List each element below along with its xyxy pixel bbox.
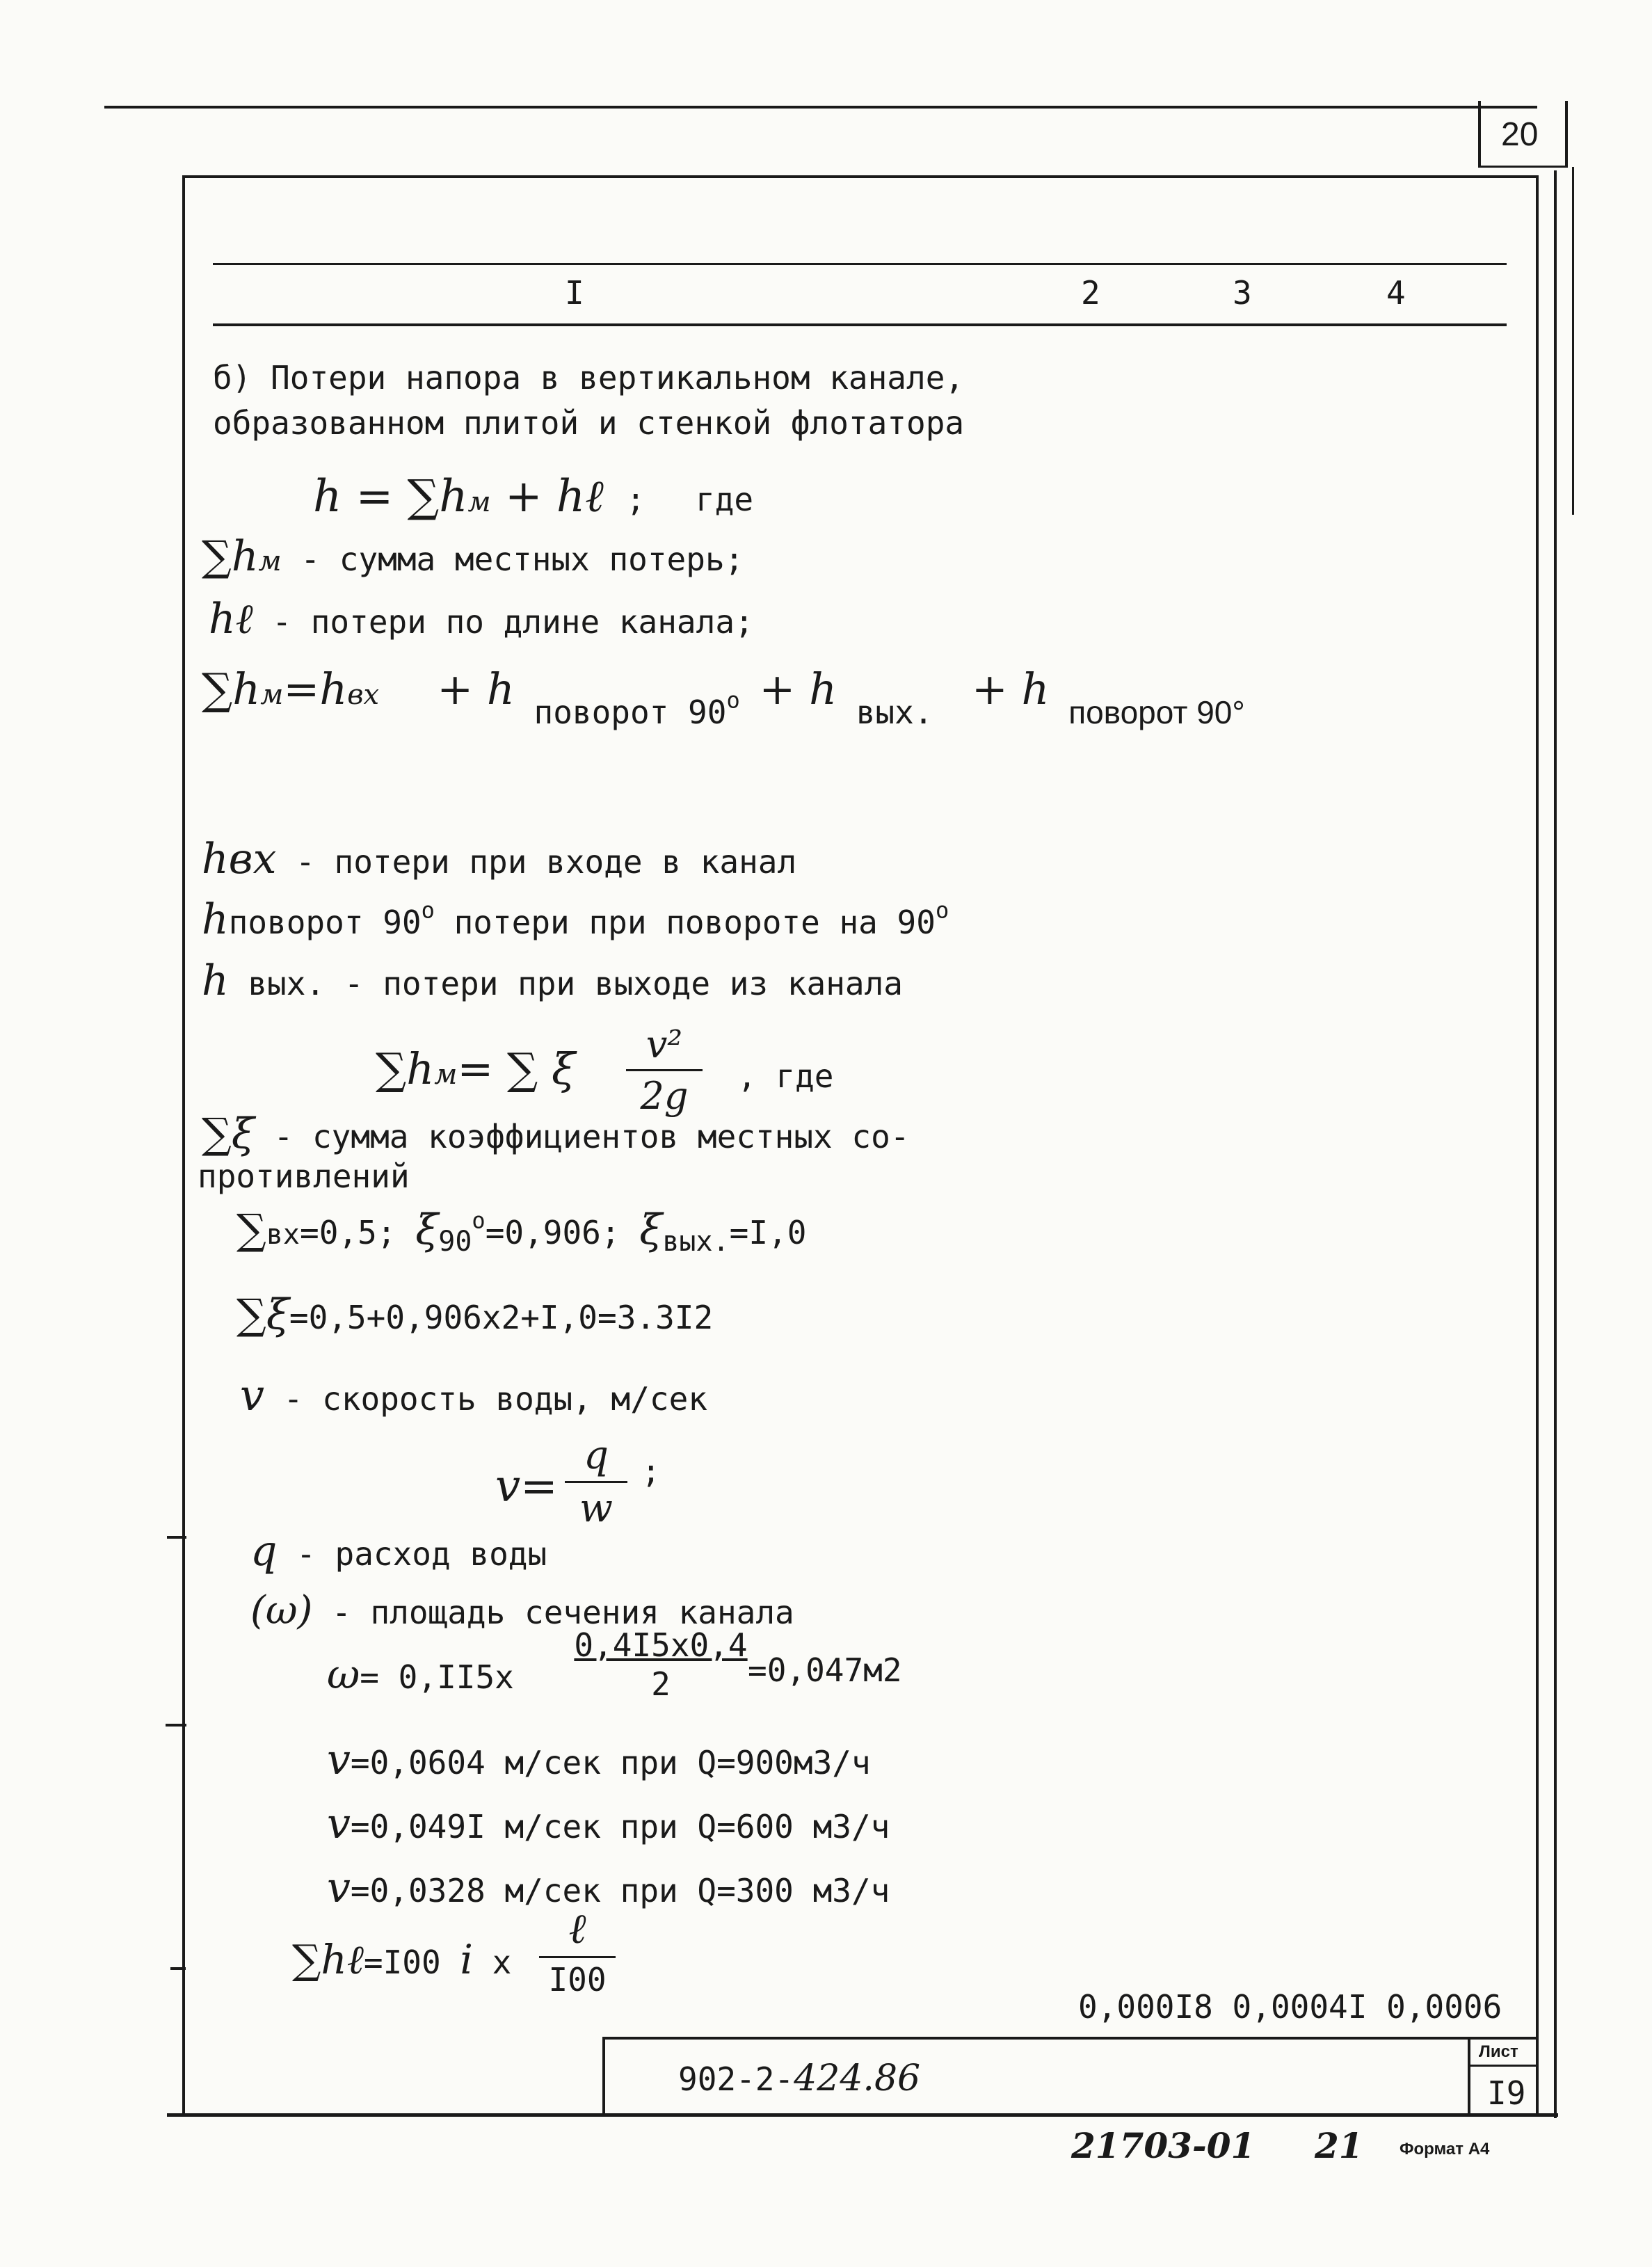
frame-top <box>182 175 1539 178</box>
section-title-line1: б) Потери напора в вертикальном канале, <box>213 359 965 396</box>
stamp-top <box>602 2037 1538 2040</box>
frame-right-outer <box>1554 170 1557 2118</box>
margin-tick-1 <box>167 1536 186 1539</box>
results-row: 0,000I8 0,0004I 0,0006 <box>1078 1988 1502 2026</box>
table-header-col2: 2 <box>1081 274 1100 312</box>
footer-hand-number: 21703-01 <box>1071 2125 1256 2166</box>
definition-entry-loss: hвх - потери при входе в канал <box>202 835 797 883</box>
edge-mark <box>1572 167 1574 515</box>
definition-sum-coefficients-cont: противлений <box>198 1157 410 1195</box>
formula-length-losses: ∑hℓ=I00 i x <box>292 1936 512 1983</box>
page-number-box-bottom <box>1478 166 1568 168</box>
formula-local-losses-coeff: ∑hм= ∑ ξ <box>376 1043 576 1094</box>
formula-local-losses-sum: ∑hм=hвх + h поворот 90$^o$ + h вых. + h поворот 90° <box>202 664 1245 731</box>
definition-exit-loss: h вых. - потери при выходе из канала <box>202 956 903 1005</box>
table-header-col4: 4 <box>1386 274 1406 312</box>
stamp-sheet-hline <box>1468 2065 1537 2067</box>
formula-total-loss-semicolon: ; <box>626 481 645 518</box>
formula-area-result: =0,047м2 <box>748 1651 902 1689</box>
definition-sum-coefficients: ∑ξ - сумма коэффициентов местных со- <box>202 1110 910 1158</box>
frame-bottom <box>167 2113 1558 2117</box>
stamp-sheet-label: Лист <box>1479 2042 1518 2061</box>
formula-velocity-lhs: v= <box>495 1461 558 1512</box>
formula-area: ω= 0,II5x <box>327 1651 514 1698</box>
fraction-flow-area: q w <box>565 1433 627 1531</box>
top-rule <box>104 106 1537 109</box>
definition-section-area: (ω) - площадь сечения канала <box>250 1588 794 1633</box>
frame-right <box>1536 175 1539 2116</box>
fraction-area: $\frac{0,4I5x0,4}{2}$ <box>574 1626 748 1703</box>
table-header-top <box>213 263 1507 265</box>
stamp-code: 902-2-424.86 <box>678 2058 921 2099</box>
definition-length-losses: hℓ - потери по длине канала; <box>209 595 754 643</box>
velocity-row: v=0,0328 м/сек при Q=300 м3/ч <box>327 1864 890 1912</box>
stamp-sheet-number: I9 <box>1487 2074 1526 2112</box>
velocity-row: v=0,0604 м/сек при Q=900м3/ч <box>327 1736 871 1784</box>
page-number: 20 <box>1501 116 1539 153</box>
coefficient-values: ∑вх=0,5; $\xi 90^o=0,906$; ξвых.=I,0 <box>236 1205 807 1258</box>
formula-local-losses-coeff-where: , где <box>737 1057 834 1095</box>
velocity-row: v=0,049I м/сек при Q=600 м3/ч <box>327 1800 890 1848</box>
section-title-line2: образованном плитой и стенкой флотатора <box>213 404 965 442</box>
footer-format: Формат А4 <box>1400 2140 1490 2158</box>
frame-left <box>182 175 185 2116</box>
footer-hand-page: 21 <box>1315 2125 1363 2166</box>
definition-sum-local-losses: ∑hм - сумма местных потерь; <box>202 532 744 581</box>
fraction-length: ℓ I00 <box>539 1905 616 1998</box>
formula-total-loss-where: где <box>696 481 754 518</box>
table-header-col1: I <box>565 274 584 312</box>
table-header-col3: 3 <box>1233 274 1252 312</box>
formula-total-loss: h = ∑hм + hℓ <box>313 471 604 522</box>
table-header-bottom <box>213 323 1507 326</box>
definition-turn-loss: hповорот 90$^o$ потери при повороте на 90$^o$ <box>202 895 949 944</box>
definition-flow: q - расход воды <box>250 1527 547 1576</box>
stamp-left <box>602 2037 605 2115</box>
stamp-sheet-divider <box>1468 2037 1470 2115</box>
fraction-velocity-head: v² 2g <box>626 1023 703 1118</box>
margin-tick-2 <box>166 1724 186 1727</box>
definition-velocity: v - скорость воды, м/сек <box>240 1370 708 1420</box>
formula-velocity-tail: ; <box>641 1452 661 1490</box>
margin-tick-3 <box>170 1967 186 1970</box>
page-number-box-left <box>1478 101 1481 167</box>
coefficient-sum: ∑ξ=0,5+0,906x2+I,0=3.3I2 <box>236 1290 714 1339</box>
page-number-box-right <box>1565 101 1568 167</box>
